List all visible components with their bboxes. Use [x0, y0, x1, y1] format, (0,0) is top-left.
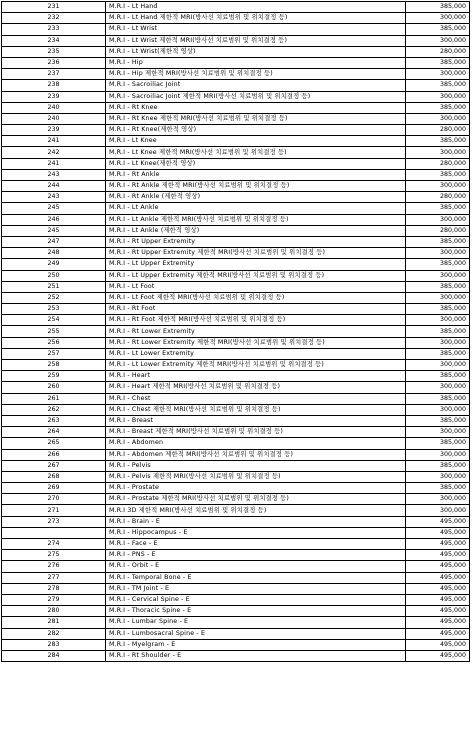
table-row — [2, 270, 470, 281]
exam-fee: 385,000 — [406, 236, 470, 247]
exam-fee: 300,000 — [406, 35, 470, 46]
table-row — [2, 594, 470, 605]
table-row — [2, 415, 470, 426]
row-number: 254 — [2, 315, 106, 326]
row-number: 244 — [2, 181, 106, 192]
exam-fee: 385,000 — [406, 24, 470, 35]
exam-fee: 495,000 — [406, 572, 470, 583]
exam-name: M.R.I 3D 제한적 MRI(방사선 치료범위 및 위치결정 등) — [106, 505, 406, 516]
table-row — [2, 46, 470, 57]
table-row — [2, 516, 470, 527]
fee-table-body — [2, 2, 470, 662]
row-number: 260 — [2, 382, 106, 393]
exam-fee: 385,000 — [406, 348, 470, 359]
row-number: 252 — [2, 292, 106, 303]
exam-fee: 300,000 — [406, 181, 470, 192]
exam-name: M.R.I - Lt Knee(제한적 영상) — [106, 158, 406, 169]
row-number: 261 — [2, 393, 106, 404]
exam-fee: 280,000 — [406, 125, 470, 136]
exam-name: M.R.I - Heart — [106, 371, 406, 382]
exam-name: M.R.I - Lt Knee 제한적 MRI(방사선 치료범위 및 위치결정 등) — [106, 147, 406, 158]
exam-fee: 495,000 — [406, 628, 470, 639]
table-row — [2, 382, 470, 393]
exam-name: M.R.I - Lt Ankle 제한적 MRI(방사선 치료범위 및 위치결정 등) — [106, 214, 406, 225]
row-number: 237 — [2, 69, 106, 80]
exam-name: M.R.I - Lt Ankle — [106, 203, 406, 214]
exam-fee: 385,000 — [406, 80, 470, 91]
exam-name: M.R.I - Rt Knee 제한적 MRI(방사선 치료범위 및 위치결정 등) — [106, 113, 406, 124]
row-number: 248 — [2, 248, 106, 259]
exam-name: M.R.I - Rt Ankle (제한적 영상) — [106, 192, 406, 203]
row-number: 241 — [2, 158, 106, 169]
row-number: 256 — [2, 337, 106, 348]
table-row — [2, 449, 470, 460]
table-row — [2, 438, 470, 449]
exam-fee: 300,000 — [406, 404, 470, 415]
table-row — [2, 471, 470, 482]
row-number: 235 — [2, 46, 106, 57]
exam-name: M.R.I - Hippocampus - E — [106, 527, 406, 538]
exam-name: M.R.I - Chest 제한적 MRI(방사선 치료범위 및 위치결정 등) — [106, 404, 406, 415]
table-row — [2, 13, 470, 24]
exam-fee: 300,000 — [406, 505, 470, 516]
table-row — [2, 136, 470, 147]
row-number: 263 — [2, 415, 106, 426]
exam-fee: 385,000 — [406, 438, 470, 449]
row-number: 250 — [2, 270, 106, 281]
exam-fee: 495,000 — [406, 527, 470, 538]
exam-name: M.R.I - Sacroiliac Joint 제한적 MRI(방사선 치료범위 및 위치결정 등) — [106, 91, 406, 102]
exam-name: M.R.I - Rt Foot — [106, 304, 406, 315]
row-number: 265 — [2, 438, 106, 449]
table-row — [2, 371, 470, 382]
exam-name: M.R.I - Rt Lower Extremity 제한적 MRI(방사선 치료범위 및 위치결정 등) — [106, 337, 406, 348]
exam-name: M.R.I - Lumbosacral Spine - E — [106, 628, 406, 639]
table-row — [2, 259, 470, 270]
exam-name: M.R.I - Abdomen 제한적 MRI(방사선 치료범위 및 위치결정 등) — [106, 449, 406, 460]
table-row — [2, 315, 470, 326]
exam-name: M.R.I - Pelvis — [106, 460, 406, 471]
exam-name: M.R.I - Temporal Bone - E — [106, 572, 406, 583]
table-row — [2, 404, 470, 415]
exam-fee: 385,000 — [406, 102, 470, 113]
exam-fee: 280,000 — [406, 46, 470, 57]
exam-fee: 495,000 — [406, 583, 470, 594]
row-number: 242 — [2, 147, 106, 158]
row-number: 284 — [2, 650, 106, 661]
exam-fee: 385,000 — [406, 57, 470, 68]
fee-table — [1, 1, 470, 662]
row-number: 277 — [2, 572, 106, 583]
table-row — [2, 348, 470, 359]
exam-fee: 300,000 — [406, 248, 470, 259]
exam-name: M.R.I - Lt Wrist(제한적 영상) — [106, 46, 406, 57]
row-number: 281 — [2, 617, 106, 628]
table-row — [2, 606, 470, 617]
table-row — [2, 527, 470, 538]
exam-name: M.R.I - Lt Lower Extremity 제한적 MRI(방사선 치료범위 및 위치결정 등) — [106, 360, 406, 371]
exam-fee: 300,000 — [406, 360, 470, 371]
row-number: 280 — [2, 606, 106, 617]
row-number: 274 — [2, 539, 106, 550]
exam-fee: 385,000 — [406, 2, 470, 13]
exam-name: M.R.I - Lt Ankle (제한적 영상) — [106, 225, 406, 236]
table-row — [2, 169, 470, 180]
row-number: 282 — [2, 628, 106, 639]
row-number: 247 — [2, 236, 106, 247]
exam-name: M.R.I - Lumbar Spine - E — [106, 617, 406, 628]
exam-fee: 385,000 — [406, 136, 470, 147]
exam-fee: 385,000 — [406, 281, 470, 292]
exam-fee: 495,000 — [406, 550, 470, 561]
exam-fee: 300,000 — [406, 471, 470, 482]
exam-fee: 300,000 — [406, 494, 470, 505]
exam-name: M.R.I - Breast 제한적 MRI(방사선 치료범위 및 위치결정 등) — [106, 427, 406, 438]
exam-name: M.R.I - Lt Wrist — [106, 24, 406, 35]
exam-name: M.R.I - Lt Hand 제한적 MRI(방사선 치료범위 및 위치결정 등) — [106, 13, 406, 24]
exam-fee: 300,000 — [406, 91, 470, 102]
table-row — [2, 2, 470, 13]
exam-name: M.R.I - Rt Upper Extremity — [106, 236, 406, 247]
exam-name: M.R.I - Prostate — [106, 483, 406, 494]
exam-fee: 495,000 — [406, 639, 470, 650]
row-number: 267 — [2, 460, 106, 471]
table-row — [2, 393, 470, 404]
row-number: 234 — [2, 35, 106, 46]
exam-fee: 495,000 — [406, 650, 470, 661]
table-row — [2, 650, 470, 661]
exam-fee: 280,000 — [406, 192, 470, 203]
table-row — [2, 24, 470, 35]
exam-name: M.R.I - Rt Lower Extremity — [106, 326, 406, 337]
table-row — [2, 360, 470, 371]
row-number: 246 — [2, 214, 106, 225]
table-row — [2, 158, 470, 169]
exam-fee: 300,000 — [406, 270, 470, 281]
exam-name: M.R.I - Sacroiliac Joint — [106, 80, 406, 91]
exam-fee: 300,000 — [406, 292, 470, 303]
row-number — [2, 527, 106, 538]
table-row — [2, 583, 470, 594]
table-row — [2, 236, 470, 247]
exam-name: M.R.I - Rt Upper Extremity 제한적 MRI(방사선 치료범위 및 위치결정 등) — [106, 248, 406, 259]
exam-fee: 495,000 — [406, 539, 470, 550]
row-number: 264 — [2, 427, 106, 438]
exam-name: M.R.I - Lt Wrist 제한적 MRI(방사선 치료범위 및 위치결정 등) — [106, 35, 406, 46]
exam-fee: 280,000 — [406, 225, 470, 236]
table-row — [2, 125, 470, 136]
table-row — [2, 337, 470, 348]
row-number: 243 — [2, 192, 106, 203]
table-row — [2, 550, 470, 561]
row-number: 253 — [2, 304, 106, 315]
table-row — [2, 203, 470, 214]
exam-name: M.R.I - Abdomen — [106, 438, 406, 449]
exam-fee: 385,000 — [406, 371, 470, 382]
table-row — [2, 35, 470, 46]
exam-name: M.R.I - Prostate 제한적 MRI(방사선 치료범위 및 위치결정 등) — [106, 494, 406, 505]
exam-name: M.R.I - Breast — [106, 415, 406, 426]
exam-fee: 300,000 — [406, 147, 470, 158]
table-row — [2, 505, 470, 516]
exam-fee: 495,000 — [406, 516, 470, 527]
exam-fee: 495,000 — [406, 561, 470, 572]
table-row — [2, 326, 470, 337]
table-row — [2, 57, 470, 68]
table-row — [2, 292, 470, 303]
exam-name: M.R.I - Lt Knee — [106, 136, 406, 147]
table-row — [2, 80, 470, 91]
exam-fee: 385,000 — [406, 169, 470, 180]
row-number: 275 — [2, 550, 106, 561]
table-row — [2, 494, 470, 505]
table-row — [2, 483, 470, 494]
table-row — [2, 628, 470, 639]
exam-name: M.R.I - Thoracic Spine - E — [106, 606, 406, 617]
exam-name: M.R.I - PNS - E — [106, 550, 406, 561]
row-number: 279 — [2, 594, 106, 605]
table-row — [2, 69, 470, 80]
table-row — [2, 281, 470, 292]
row-number: 276 — [2, 561, 106, 572]
row-number: 243 — [2, 169, 106, 180]
row-number: 268 — [2, 471, 106, 482]
exam-name: M.R.I - Myelgram - E — [106, 639, 406, 650]
exam-name: M.R.I - Rt Foot 제한적 MRI(방사선 치료범위 및 위치결정 등) — [106, 315, 406, 326]
exam-name: M.R.I - Orbit - E — [106, 561, 406, 572]
row-number: 251 — [2, 281, 106, 292]
exam-fee: 300,000 — [406, 315, 470, 326]
row-number: 259 — [2, 371, 106, 382]
row-number: 249 — [2, 259, 106, 270]
exam-name: M.R.I - Heart 제한적 MRI(방사선 치료범위 및 위치결정 등) — [106, 382, 406, 393]
row-number: 239 — [2, 125, 106, 136]
row-number: 245 — [2, 203, 106, 214]
table-row — [2, 539, 470, 550]
exam-fee: 280,000 — [406, 158, 470, 169]
row-number: 231 — [2, 2, 106, 13]
row-number: 269 — [2, 483, 106, 494]
exam-fee: 385,000 — [406, 203, 470, 214]
exam-fee: 495,000 — [406, 617, 470, 628]
exam-fee: 385,000 — [406, 393, 470, 404]
row-number: 278 — [2, 583, 106, 594]
row-number: 240 — [2, 113, 106, 124]
exam-fee: 300,000 — [406, 337, 470, 348]
exam-name: M.R.I - Brain - E — [106, 516, 406, 527]
table-row — [2, 214, 470, 225]
exam-name: M.R.I - Lt Foot — [106, 281, 406, 292]
exam-name: M.R.I - Rt Shoulder - E — [106, 650, 406, 661]
row-number: 257 — [2, 348, 106, 359]
exam-fee: 300,000 — [406, 113, 470, 124]
table-row — [2, 572, 470, 583]
table-row — [2, 102, 470, 113]
exam-name: M.R.I - Lt Upper Extremity 제한적 MRI(방사선 치료범위 및 위치결정 등) — [106, 270, 406, 281]
table-row — [2, 617, 470, 628]
exam-name: M.R.I - Hip 제한적 MRI(방사선 치료범위 및 위치결정 등) — [106, 69, 406, 80]
exam-name: M.R.I - TM Joint - E — [106, 583, 406, 594]
row-number: 241 — [2, 136, 106, 147]
exam-fee: 385,000 — [406, 259, 470, 270]
row-number: 245 — [2, 225, 106, 236]
table-row — [2, 248, 470, 259]
exam-fee: 300,000 — [406, 214, 470, 225]
exam-fee: 300,000 — [406, 449, 470, 460]
table-row — [2, 304, 470, 315]
exam-name: M.R.I - Pelvis 제한적 MRI(방사선 치료범위 및 위치결정 등) — [106, 471, 406, 482]
row-number: 262 — [2, 404, 106, 415]
exam-name: M.R.I - Rt Ankle — [106, 169, 406, 180]
row-number: 255 — [2, 326, 106, 337]
table-row — [2, 147, 470, 158]
exam-name: M.R.I - Rt Ankle 제한적 MRI(방사선 치료범위 및 위치결정 등) — [106, 181, 406, 192]
table-row — [2, 113, 470, 124]
exam-name: M.R.I - Lt Hand — [106, 2, 406, 13]
exam-name: M.R.I - Cervical Spine - E — [106, 594, 406, 605]
row-number: 236 — [2, 57, 106, 68]
table-row — [2, 181, 470, 192]
row-number: 240 — [2, 102, 106, 113]
row-number: 239 — [2, 91, 106, 102]
exam-fee: 385,000 — [406, 326, 470, 337]
exam-name: M.R.I - Hip — [106, 57, 406, 68]
exam-name: M.R.I - Chest — [106, 393, 406, 404]
exam-name: M.R.I - Lt Lower Extremity — [106, 348, 406, 359]
table-row — [2, 561, 470, 572]
table-row — [2, 460, 470, 471]
exam-fee: 385,000 — [406, 304, 470, 315]
row-number: 270 — [2, 494, 106, 505]
table-row — [2, 225, 470, 236]
row-number: 233 — [2, 24, 106, 35]
exam-fee: 385,000 — [406, 415, 470, 426]
row-number: 273 — [2, 516, 106, 527]
exam-name: M.R.I - Face - E — [106, 539, 406, 550]
row-number: 266 — [2, 449, 106, 460]
exam-fee: 300,000 — [406, 69, 470, 80]
exam-fee: 300,000 — [406, 13, 470, 24]
exam-name: M.R.I - Rt Knee(제한적 영상) — [106, 125, 406, 136]
row-number: 238 — [2, 80, 106, 91]
row-number: 283 — [2, 639, 106, 650]
exam-name: M.R.I - Lt Upper Extremity — [106, 259, 406, 270]
table-row — [2, 639, 470, 650]
exam-fee: 495,000 — [406, 606, 470, 617]
exam-fee: 300,000 — [406, 427, 470, 438]
table-row — [2, 192, 470, 203]
table-row — [2, 427, 470, 438]
exam-name: M.R.I - Rt Knee — [106, 102, 406, 113]
exam-name: M.R.I - Lt Foot 제한적 MRI(방사선 치료범위 및 위치결정 등) — [106, 292, 406, 303]
exam-fee: 385,000 — [406, 483, 470, 494]
exam-fee: 300,000 — [406, 382, 470, 393]
row-number: 232 — [2, 13, 106, 24]
row-number: 258 — [2, 360, 106, 371]
exam-fee: 495,000 — [406, 594, 470, 605]
table-row — [2, 91, 470, 102]
exam-fee: 385,000 — [406, 460, 470, 471]
row-number: 271 — [2, 505, 106, 516]
